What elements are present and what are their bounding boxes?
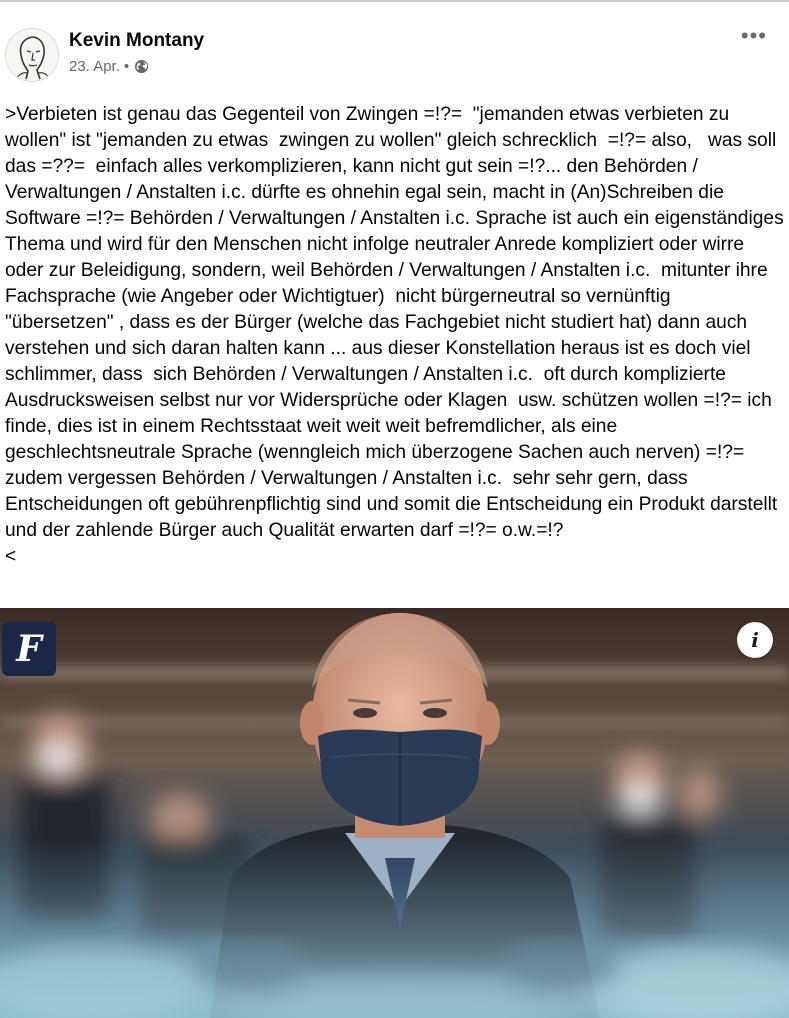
avatar-sketch-icon [6,29,59,82]
post-meta [69,58,149,75]
photo-scene [0,608,789,1018]
info-button[interactable] [737,622,773,658]
avatar[interactable] [5,28,59,82]
post-date[interactable]: 23. Apr. [69,58,120,75]
post-photo[interactable] [0,608,789,1018]
post-text: >Verbieten ist genau das Gegenteil von Zwingen =!?= "jemanden etwas verbieten zu wollen" ist "jemanden zu etwas zwingen zu wollen" gleich schrecklich =!?= also, was soll das =??= einfach alles verkomplizieren, kann nicht gut sein =!?... den Behörden / Verwaltungen / Anstalten i.c. dürfte es ohnehin egal sein, macht in (An)Schreiben die Software =!?= Behörden / Verwaltungen / Anstalten i.c. Sprache ist auch ein eigenständiges Thema und wird für den Menschen nicht infolge neutraler Anrede kompliziert oder wirre oder zur Beleidigung, sondern, weil Behörden / Verwaltungen / Anstalten i.c. mitunter ihre Fachsprache (wie Angeber oder Wichtigtuer) nicht bürgerneutral so vernünftig "übersetzen" , dass es der Bürger (welche das Fachgebiet nicht studiert hat) dann auch verstehen und sich daran halten kann ... aus dieser Konstellation heraus ist es doch viel schlimmer, dass sich Behörden / Verwaltungen / Anstalten i.c. oft durch komplizierte Ausdrucksweisen selbst nur vor Widersprüche oder Klagen usw. schützen wollen =!?= ich finde, dies ist in einem Rechtsstaat weit weit weit befremdlicher, als eine geschlechtsneutrale Sprache (wenngleich mich überzogene Sachen auch nerven) =!?= zudem vergessen Behörden / Verwaltungen / Anstalten i.c. sehr sehr gern, dass Entscheidungen oft gebührenpflichtig sind und somit die Entscheidung ein Produkt darstellt und der zahlende Bürger auch Qualität erwarten darf =!?= o.w.=!? < [5,104,784,567]
meta-separator: • [123,58,130,75]
author-name[interactable]: Kevin Montany [69,30,205,51]
publisher-logo[interactable] [2,622,56,676]
globe-icon [134,59,149,74]
top-divider [0,0,789,2]
more-options-button[interactable]: ••• [740,23,767,48]
info-icon: i [751,628,759,652]
publisher-logo-glyph: F [16,628,42,670]
post-header [0,22,789,88]
